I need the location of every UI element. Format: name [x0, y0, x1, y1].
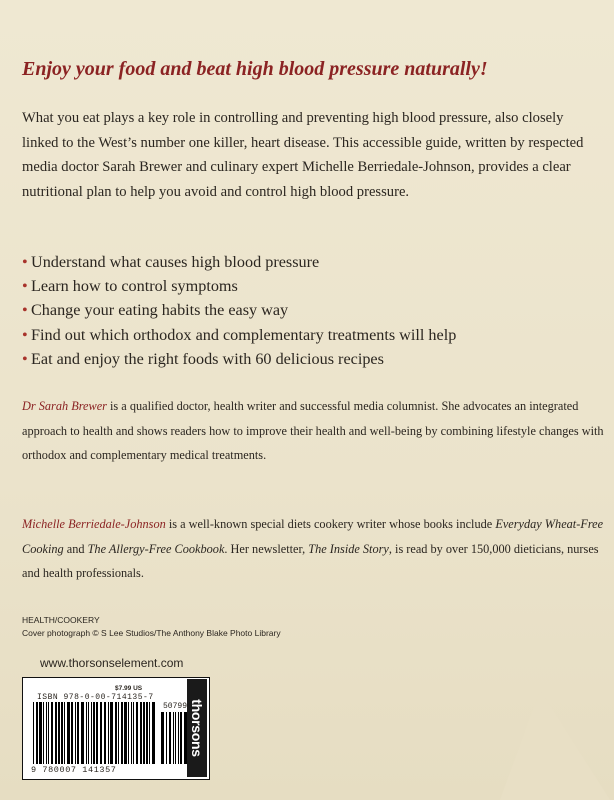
benefit-item: • Learn how to control symptoms [22, 274, 602, 298]
barcode-bar [140, 702, 142, 764]
bullet-icon: • [22, 325, 28, 344]
barcode-bar [180, 712, 182, 764]
barcode-bar [124, 702, 127, 764]
author-name: Michelle Berriedale-Johnson [22, 517, 166, 531]
barcode-bar [104, 702, 106, 764]
intro-paragraph: What you eat plays a key role in controlling and preventing high blood pressure, also closely linked to the West’s number one killer, heart disease. This accessible guide, written by respected media doctor Sarah Brewer and culinary expert Michelle Berriedale-Johnson, provides a clear nutritional plan to help you avoid and control high blood pressure. [22, 110, 584, 200]
benefit-item: • Eat and enjoy the right foods with 60 delicious recipes [22, 347, 602, 371]
bullet-icon: • [22, 349, 28, 368]
barcode-bar [39, 702, 42, 764]
barcode-bar [61, 702, 63, 764]
author-bio-michelle-berriedale-johnson: Michelle Berriedale-Johnson is a well-known special diets cookery writer whose books include Everyday Wheat-Free Cooking and The Allergy-Free Cookbook. Her newsletter, The Inside Story, is read by over 150,000 dieticians, nurses and health professionals. [22, 517, 604, 580]
isbn-text: ISBN 978-0-00-714135-7 [37, 693, 154, 702]
photo-credit: Cover photograph © S Lee Studios/The Anthony Blake Photo Library [22, 628, 281, 638]
barcode-bar [149, 702, 150, 764]
barcode-bar [75, 702, 76, 764]
barcode-bar [173, 712, 174, 764]
price-label: $7.99 US [115, 685, 143, 692]
barcode-bar [115, 702, 117, 764]
barcode-bar [133, 702, 134, 764]
barcode-bar [55, 702, 57, 764]
barcode-bar [131, 702, 132, 764]
barcode-bar [143, 702, 145, 764]
benefits-list [22, 250, 602, 371]
category-label: HEALTH/COOKERY [22, 615, 100, 625]
decorative-shape [480, 690, 610, 800]
barcode-bar [169, 712, 171, 764]
newsletter-title: The Inside Story [308, 541, 389, 556]
benefit-item: • Understand what causes high blood pressure [22, 250, 602, 274]
bullet-icon: • [22, 277, 28, 296]
barcode-bar [33, 702, 34, 764]
barcode-bar [67, 702, 70, 764]
barcode-bar [64, 702, 65, 764]
barcode-bar [86, 702, 87, 764]
benefit-item: • Change your eating habits the easy way [22, 298, 602, 322]
barcode-bar [91, 702, 92, 764]
barcode-bar [128, 702, 129, 764]
barcode-bar [146, 702, 148, 764]
headline: Enjoy your food and beat high blood pressure naturally! [22, 58, 488, 80]
barcode-block [22, 677, 210, 780]
barcode-bar [81, 702, 84, 764]
bullet-icon: • [22, 253, 28, 271]
ean-digits: 9 780007 141357 [31, 765, 117, 775]
author-bio-sarah-brewer: Dr Sarah Brewer is a qualified doctor, health writer and successful media columnist. She advocates an integrated approach to health and shows readers how to improve their health and well-being by combining lifestyle changes with orthodox and complementary medical treatments. [22, 399, 604, 462]
barcode-bar [178, 712, 179, 764]
bullet-icon: • [22, 301, 28, 320]
category-credits [22, 614, 281, 640]
barcode-bar [48, 702, 49, 764]
barcode-bar [121, 702, 123, 764]
benefit-item: • Find out which orthodox and complementary treatments will help [22, 323, 602, 347]
barcode-bar [88, 702, 89, 764]
addon-digits: 50799 [163, 702, 188, 711]
barcode-icon [33, 702, 157, 764]
barcode-bar [136, 702, 138, 764]
barcode-bar [175, 712, 176, 764]
barcode-bar [36, 702, 38, 764]
barcode-bar [152, 702, 155, 764]
barcode-bar [71, 702, 73, 764]
barcode-bar [108, 702, 109, 764]
book-title: The Allergy-Free Cookbook [87, 541, 225, 556]
barcode-bar [43, 702, 44, 764]
barcode-bar [110, 702, 113, 764]
barcode-bar [51, 702, 53, 764]
barcode-bar [100, 702, 102, 764]
barcode-bar [166, 712, 167, 764]
barcode-bar [77, 702, 79, 764]
book-title: Everyday Wheat-Free Cooking [22, 517, 604, 556]
website-url: www.thorsonselement.com [40, 656, 184, 670]
barcode-bar [46, 702, 47, 764]
barcode-bar [161, 712, 164, 764]
barcode-bar [58, 702, 60, 764]
barcode-bar [118, 702, 119, 764]
author-name: Dr Sarah Brewer [22, 399, 107, 413]
publisher-logo: thorsons [187, 679, 207, 777]
barcode-bar [93, 702, 95, 764]
barcode-bar [96, 702, 98, 764]
